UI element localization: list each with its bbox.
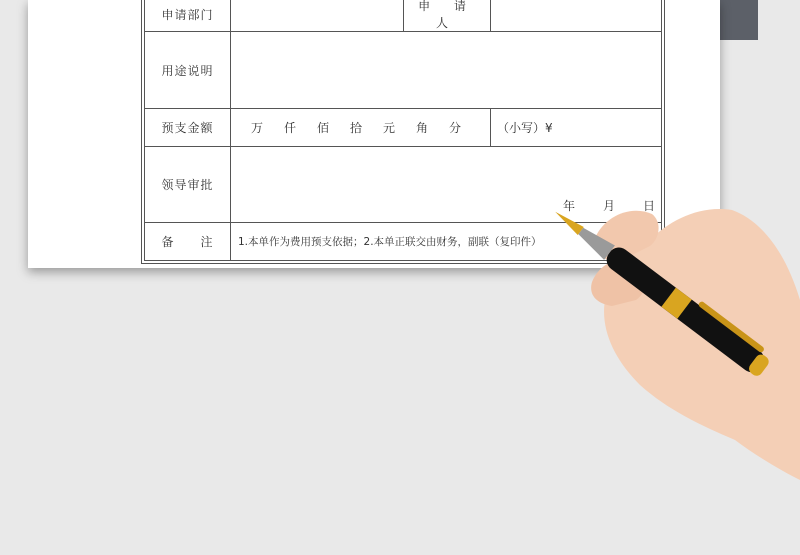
- date-day: 日: [642, 199, 655, 213]
- remark-label: 备 注: [145, 223, 231, 261]
- unit-yuan: 元: [383, 121, 396, 135]
- small-amount-field[interactable]: （小写）¥: [491, 109, 662, 147]
- unit-jiao: 角: [416, 121, 429, 135]
- applicant-label: 申 请 人: [404, 0, 491, 32]
- unit-qian: 仟: [284, 121, 297, 135]
- pen-nib: [552, 208, 584, 235]
- date-month: 月: [602, 199, 615, 213]
- unit-shi: 拾: [350, 121, 363, 135]
- unit-bai: 佰: [317, 121, 330, 135]
- remark-text: 1.本单作为费用预支依据；2.本单正联交由财务，副联（复印件）: [231, 223, 662, 261]
- dept-label: 申请部门: [145, 0, 231, 32]
- date-year: 年: [562, 199, 575, 213]
- unit-fen: 分: [449, 121, 462, 135]
- amount-label: 预支金额: [145, 109, 231, 147]
- approval-label: 领导审批: [145, 147, 231, 223]
- unit-wan: 万: [251, 121, 264, 135]
- purpose-label: 用途说明: [145, 32, 231, 109]
